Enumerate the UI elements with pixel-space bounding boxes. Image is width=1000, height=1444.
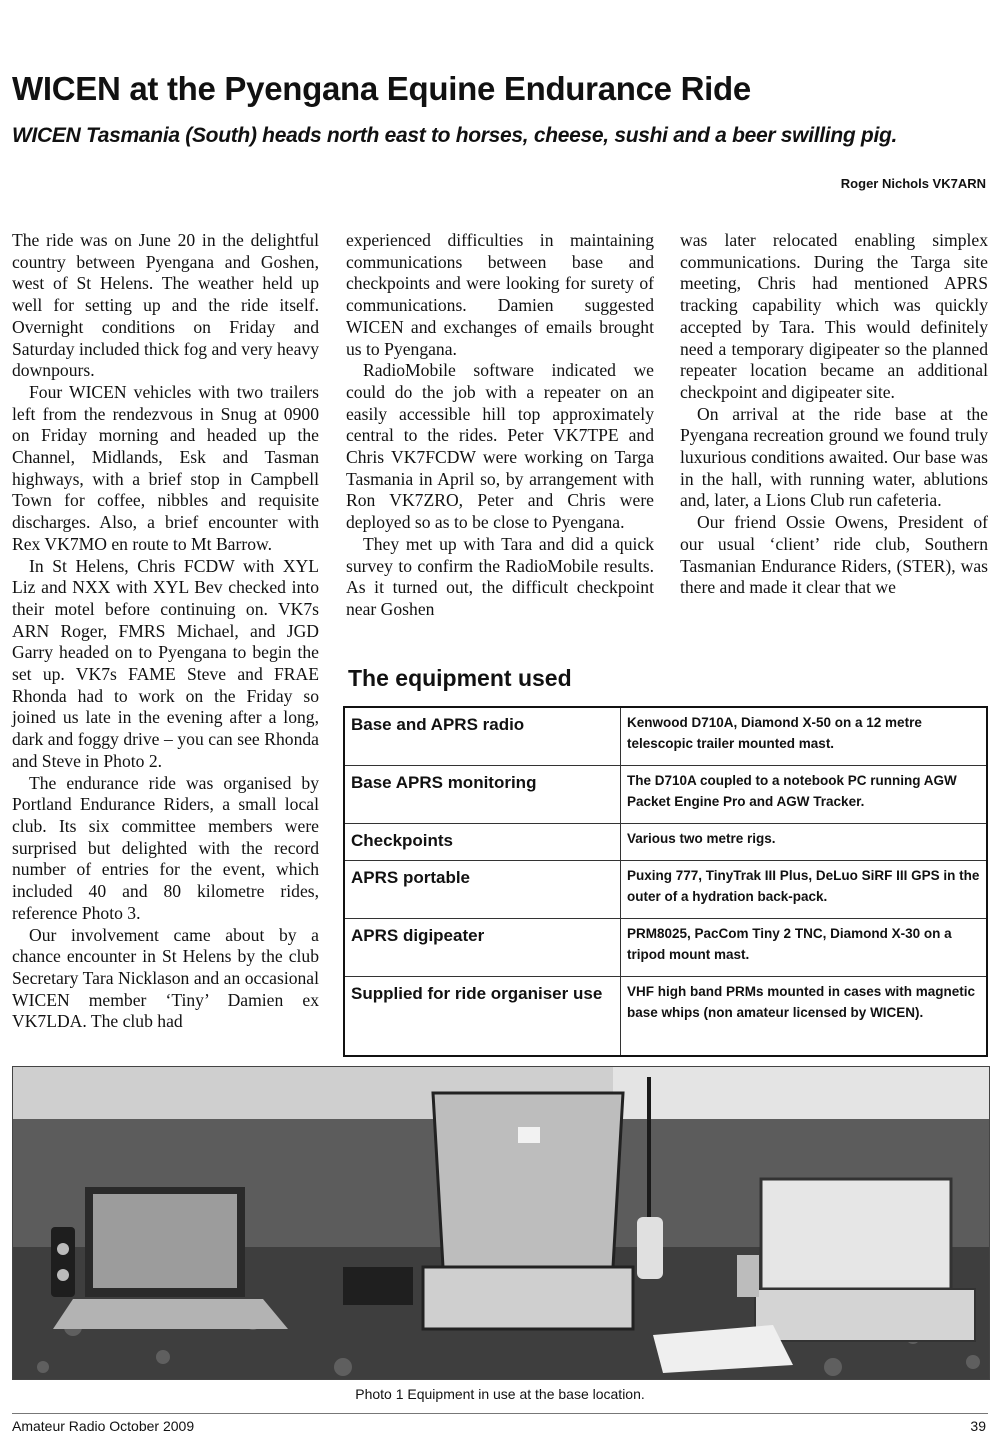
table-row <box>344 823 987 860</box>
paragraph: In St Helens, Chris FCDW with XYL Liz and NXX with XYL Bev checked into their motel before continuing on. VK7s ARN Roger, FMRS Michael, and JGD Garry headed on to Pyengana to begin the set up. VK7s FAME Steve and FRAE Rhonda had to work on the Friday so joined us late in the evening after a long, dark and foggy drive – you can see Rhonda and Steve in Photo 2. <box>12 555 319 771</box>
equipment-detail: VHF high band PRMs mounted in cases with magnetic base whips (non amateur licensed by WICEN). <box>621 976 988 1056</box>
table-row <box>344 765 987 823</box>
equipment-heading: The equipment used <box>348 665 572 691</box>
footer-rule <box>12 1413 988 1414</box>
equipment-detail: The D710A coupled to a notebook PC running AGW Packet Engine Pro and AGW Tracker. <box>621 765 988 823</box>
equipment-item: Base APRS monitoring <box>344 765 621 823</box>
equipment-detail: PRM8025, PacCom Tiny 2 TNC, Diamond X-30 on a tripod mount mast. <box>621 918 988 976</box>
equipment-detail: Kenwood D710A, Diamond X-50 on a 12 metre telescopic trailer mounted mast. <box>621 707 988 765</box>
equipment-item: APRS digipeater <box>344 918 621 976</box>
article-subtitle: WICEN Tasmania (South) heads north east to horses, cheese, sushi and a beer swilling pig. <box>12 124 898 147</box>
paragraph: The endurance ride was organised by Portland Endurance Riders, a small local club. Its six committee members were surprised but delighted with the record number of entries for the event, which included 40 and 80 kilometre rides, reference Photo 3. <box>12 772 319 923</box>
paragraph: Our friend Ossie Owens, President of our usual ‘client’ ride club, Southern Tasmanian Endurance Riders, (STER), was there and made it clear that we <box>680 512 988 598</box>
photo-illustration <box>13 1067 989 1379</box>
table-row <box>344 918 987 976</box>
paragraph: They met up with Tara and did a quick survey to confirm the RadioMobile results. As it turned out, the difficult checkpoint near Goshen <box>346 533 654 619</box>
page-number: 39 <box>970 1418 986 1434</box>
table-row <box>344 976 987 1056</box>
equipment-item: Checkpoints <box>344 823 621 860</box>
paragraph: was later relocated enabling simplex communications. During the Targa site meeting, Chris had mentioned APRS tracking capability which was quickly accepted by Tara. This would definitely need a temporary digipeater so the planned repeater location became an additional checkpoint and digipeater site. <box>680 230 988 402</box>
photo-caption: Photo 1 Equipment in use at the base location. <box>355 1386 645 1402</box>
publication-name: Amateur Radio October 2009 <box>12 1418 195 1434</box>
article-title: WICEN at the Pyengana Equine Endurance Ride <box>12 70 751 107</box>
equipment-detail: Puxing 777, TinyTrak III Plus, DeLuo SiRF III GPS in the outer of a hydration back-pack. <box>621 860 988 918</box>
paragraph: On arrival at the ride base at the Pyengana recreation ground we found truly luxurious conditions awaited. Our base was in the hall, with running water, ablutions and, later, a Lions Club run cafeteria. <box>680 403 988 511</box>
equipment-table <box>343 706 988 1057</box>
text-column-2 <box>346 230 654 621</box>
equipment-item: Supplied for ride organiser use <box>344 976 621 1056</box>
equipment-photo <box>12 1066 990 1380</box>
equipment-item: Base and APRS radio <box>344 707 621 765</box>
equipment-detail: Various two metre rigs. <box>621 823 988 860</box>
paragraph: Our involvement came about by a chance encounter in St Helens by the club Secretary Tara Nicklason and an occasional WICEN member ‘Tiny’ Damien ex VK7LDA. The club had <box>12 924 319 1032</box>
paragraph: Four WICEN vehicles with two trailers left from the rendezvous in Snug at 0900 on Friday morning and headed up the Channel, Midlands, Esk and Tasman highways, with a brief stop in Campbell Town for coffee, nibbles and requisite discharges. Also, a brief encounter with Rex VK7MO en route to Mt Barrow. <box>12 381 319 554</box>
text-column-3 <box>680 230 988 599</box>
paragraph: The ride was on June 20 in the delightful country between Pyengana and Goshen, west of St Helens. The weather held up well for setting up and the ride itself. Overnight conditions on Friday and Saturday included thick fog and very heavy downpours. <box>12 230 319 381</box>
table-row <box>344 860 987 918</box>
text-column-1 <box>12 230 319 1033</box>
author-byline: Roger Nichols VK7ARN <box>840 176 986 191</box>
paragraph: experienced difficulties in maintaining communications between base and checkpoints and were looking for surety of communications. Damien suggested WICEN and exchanges of emails brought us to Pyengana. <box>346 230 654 359</box>
paragraph: RadioMobile software indicated we could do the job with a repeater on an easily accessible hill top approximately central to the rides. Peter VK7TPE and Chris VK7FCDW were working on Targa Tasmania in April so, by arrangement with Ron VK7ZRO, Peter and Chris were deployed so as to be close to Pyengana. <box>346 360 654 533</box>
equipment-item: APRS portable <box>344 860 621 918</box>
table-row <box>344 707 987 765</box>
